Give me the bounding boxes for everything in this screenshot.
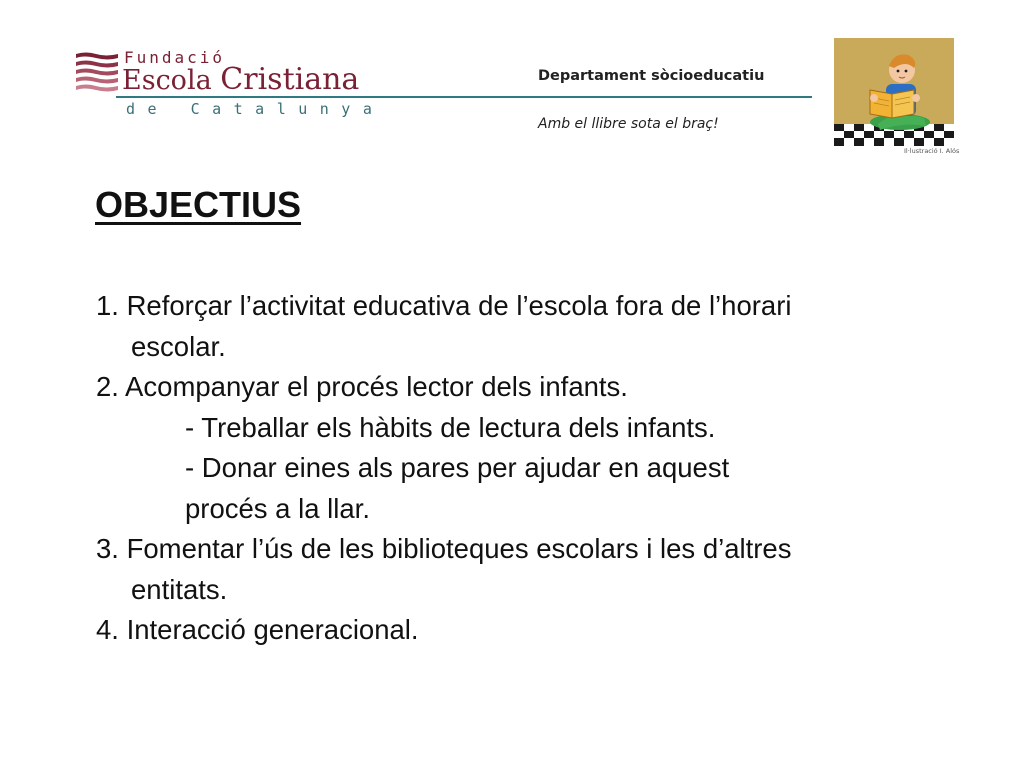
- objective-subline: - Donar eines als pares per ajudar en aquest: [185, 452, 730, 483]
- department-label: Departament sòcioeducatiu: [538, 68, 765, 84]
- objective-line: 3. Fomentar l’ús de les biblioteques escolars i les d’altres: [96, 533, 792, 564]
- logo-escola-text: Escola: [122, 65, 212, 96]
- objective-line: escolar.: [131, 330, 226, 362]
- wave-stripes-logo-icon: [76, 52, 118, 96]
- motto-text: Amb el llibre sota el braç!: [538, 116, 719, 132]
- objective-subline: - Treballar els hàbits de lectura dels infants.: [185, 411, 716, 443]
- objective-subline: procés a la llar.: [185, 492, 370, 524]
- objective-line: entitats.: [131, 573, 228, 605]
- child-reading-book-illustration: [834, 38, 954, 146]
- foundation-logo: [76, 48, 385, 124]
- objective-line: 1. Reforçar l’activitat educativa de l’escola fora de l’horari: [96, 290, 792, 321]
- objectives-list: [96, 286, 996, 651]
- logo-fundacio-text: Fundació: [124, 48, 226, 67]
- page-title: OBJECTIUS: [95, 184, 302, 225]
- logo-catalunya-text: de Catalunya: [126, 100, 385, 118]
- objective-line: 2. Acompanyar el procés lector dels infants.: [96, 371, 628, 402]
- header-divider: [116, 96, 812, 98]
- logo-name: [122, 62, 359, 97]
- objective-line: 4. Interacció generacional.: [96, 614, 419, 645]
- illustration-credit: Il·lustració I. Alós: [904, 147, 960, 155]
- logo-cristiana-text: Cristiana: [220, 62, 360, 97]
